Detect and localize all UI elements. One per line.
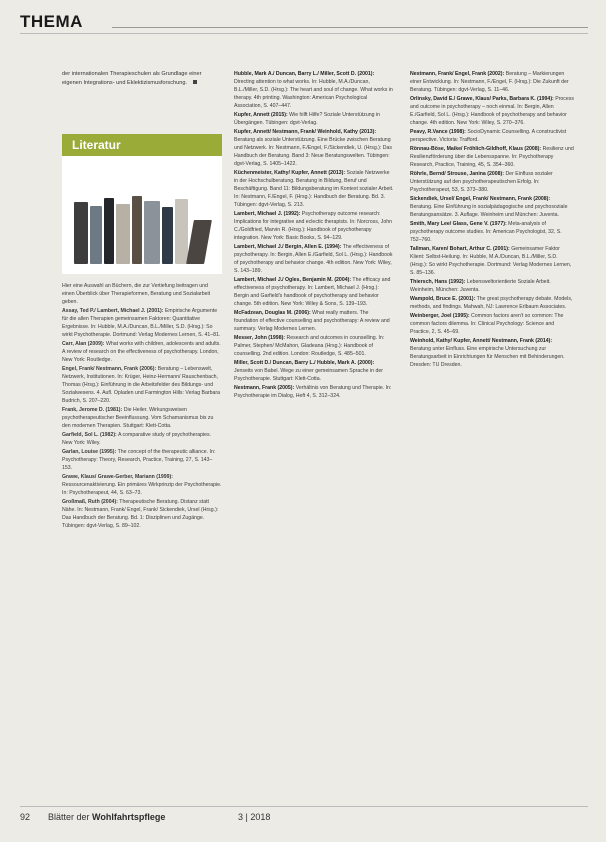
literature-title: Literatur (72, 138, 121, 152)
reference-author: Miller, Scott D./ Duncan, Barry L./ Hubble, Mark A. (2000): (234, 360, 375, 366)
reference-text: Lebensweltorientierte Soziale Arbeit. Weinheim, München: Juventa. (410, 279, 551, 293)
reference-item (62, 406, 222, 430)
reference-item (62, 473, 222, 497)
reference-text: Jenseits von Babel. Wege zu einer gemeinsamen Sprache in der Psychotherapie. Stuttgart: Klett-Cotta. (234, 368, 383, 382)
reference-text: Psychotherapy outcome research: Implications for integrative and eclectic therapists. In: Norcross, John C./Goldfried, Marvin R. (Hrsg.): Handbook of psychotherapy integration. New York: Basic Books, S. 94–129. (234, 211, 393, 241)
reference-item (410, 278, 574, 294)
reference-author: Großmaß, Ruth (2004): (62, 499, 118, 505)
header-divider (20, 33, 588, 34)
reference-item (62, 365, 222, 405)
reference-text: What really matters. The foundation of effective counselling and psychotherapy: A review and summary. Verlag Modernes Lernen. (234, 310, 390, 332)
reference-text: Die Heiler. Wirkungsweisen psychotherapeutischer Beeinflussung. Vom Schamanismus bis zu den modernen Therapien. Stuttgart: Klett-Cotta. (62, 407, 214, 429)
reference-item (410, 145, 574, 169)
reference-author: Küchenmeister, Kathy/ Kupfer, Annett (2013): (234, 170, 346, 176)
reference-item (410, 245, 574, 277)
reference-text: The effectiveness of psychotherapy. In: Bergin, Allen E./Garfield, Sol L. (Hrsg.): Handbook of psychotherapy and behavior change. 4th edition. New York: Wiley, S. 143–189. (234, 244, 393, 274)
reference-author: Sickendiek, Ursel/ Engel, Frank/ Nestmann, Frank (2008): (410, 196, 551, 202)
reference-author: Tallman, Karen/ Bohart, Arthur C. (2001): (410, 246, 510, 252)
reference-author: Nestmann, Frank/ Engel, Frank (2002): (410, 71, 505, 77)
reference-author: Kupfer, Annett (2015): (234, 112, 288, 118)
intro-paragraph (62, 70, 222, 87)
reference-author: Peavy, R.Vance (1998): (410, 129, 466, 135)
reference-author: Frank, Jerome D. (1981): (62, 407, 123, 413)
literature-band (62, 134, 222, 156)
issue-label: 3 | 2018 (238, 812, 271, 822)
book-image (132, 196, 142, 264)
page-number: 92 (20, 812, 31, 822)
reference-text: Beratung. Eine Einführung in sozialpädagogische und psychosoziale Beratungsansätze. 3. Auflage. Weinheim und München: Juventa. (410, 204, 568, 218)
reference-item (410, 312, 574, 336)
reference-author: Garfield, Sol L. (1982): (62, 432, 117, 438)
reference-item (410, 220, 574, 244)
reference-author: Lambert, Michael J. (1992): (234, 211, 301, 217)
reference-text: Beratung als soziale Unterstützung. Eine Brücke zwischen Beratung und Netzwerk. In: Nestmann, F./Engel, F./Sickendiek, U. (Hrsg.): Das Handbuch der Beratung. Band 3: Neue Beratungswelten. Tübingen: dgvt-Verlag, S. 1405–1422. (234, 137, 392, 167)
reference-author: Hubble, Mark A./ Duncan, Barry L./ Miller, Scott D. (2001): (234, 71, 375, 77)
literature-list-col2 (234, 70, 394, 800)
reference-text: Resilienz und Resilienzförderung über die Lebensspanne. In: Psychotherapy Research, Practice, Training, 45, S. 354–360. (410, 146, 574, 168)
reference-author: Rönnau-Böse, Maike/ Fröhlich-Gildhoff, Klaus (2008): (410, 146, 542, 152)
reference-text: Research and outcomes in counselling. In: Palmer, Stephen/ McMahon, Gladeana (Hrsg.): Handbook of counselling. 2nd edition. London: Routledge, S. 485–501. (234, 335, 385, 357)
reference-item (410, 170, 574, 194)
reference-text: Beratung unter Einfluss. Eine empirische Untersuchung zur Beratungsarbeit in Einrichtungen für Menschen mit Behinderungen. Dresden: TU Dresden. (410, 346, 565, 368)
book-image (74, 202, 88, 264)
reference-text: Meta-analysis of psychotherapy outcome studies. In: American Psychologist, 32, S. 752–760. (410, 221, 562, 243)
book-image (162, 207, 173, 264)
reference-item (410, 337, 574, 369)
book-image (116, 204, 130, 264)
footer-rule (20, 806, 588, 807)
reference-item (234, 309, 394, 333)
book-image (186, 220, 212, 264)
reference-item (62, 448, 222, 472)
reference-text: Verhältnis von Beratung und Therapie. In: Psychotherapie im Dialog, Heft 4, S. 312–324. (234, 385, 392, 399)
reference-item (62, 340, 222, 364)
book-image (175, 199, 188, 264)
literature-list-col1 (62, 282, 222, 531)
reference-item (62, 431, 222, 447)
book-image (144, 201, 160, 264)
magazine-name (48, 812, 165, 822)
books-image (70, 164, 214, 268)
reference-item (234, 243, 394, 275)
reference-item (234, 169, 394, 209)
section-title: THEMA (20, 12, 83, 31)
reference-text: Common factors aren't so common: The common factors dilemma. In: Clinical Psychology: Science and Practice, 2, S. 45–69. (410, 313, 564, 335)
reference-text: Ressourcenaktivierung. Ein primäres Wirkprinzip der Psychotherapie. In: Psychotherapeut, 44, S. 63–73. (62, 482, 222, 496)
reference-text: The efficacy and effectiveness of psychotherapy. In: Lambert, Michael J. (Hrsg.): Bergin and Garfield's handbook of psychotherapy and behavior change. 5th edition. New York: Wiley & Sons, S. 139–193. (234, 277, 391, 307)
reference-item (234, 276, 394, 308)
reference-author: Kupfer, Annett/ Nestmann, Frank/ Weinhold, Kathy (2013): (234, 129, 377, 135)
book-image (104, 198, 114, 264)
literature-list-col3 (410, 70, 574, 800)
reference-author: Messer, John (1998): (234, 335, 286, 341)
reference-author: Nestmann, Frank (2005): (234, 385, 295, 391)
reference-author: Thiersch, Hans (1992): (410, 279, 466, 285)
magazine-name-part1: Blätter der (48, 812, 93, 822)
reference-item (234, 70, 394, 110)
reference-item (234, 384, 394, 400)
reference-item (234, 111, 394, 127)
reference-author: Lambert, Michael J./ Ogles, Benjamin M. (2004): (234, 277, 352, 283)
reference-text: Directing attention to what works. In: Hubble, M.A./Duncan, B.L./Miller, S.D. (Hrsg.): The heart and soul of change. What works in therapy. 4th printing. Washington: American Psychological Association, S. 407–447. (234, 79, 393, 109)
reference-item (62, 498, 222, 530)
reference-text: Gemeinsamer Faktor Klient: Selbst-Heilung. In: Hubble, M.A./Duncan, B.L./Miller, S.D. (Hrsg.): So wirkt Psychotherapie. Dortmund: Verlag Modernes Lernen, S. 85–136. (410, 246, 572, 276)
reference-text: Wie hilft Hilfe? Soziale Unterstützung in Übergängen. Tübingen: dgvt-Verlag. (234, 112, 380, 126)
reference-item (234, 210, 394, 242)
reference-item (410, 95, 574, 127)
reference-text: Beratung – Markierungen einer Entwicklung. In: Nestmann, F./Engel, F. (Hrsg.): Die Zukunft der Beratung. Tübingen: dgvt-Verlag, S. 11–46. (410, 71, 569, 93)
reference-author: Grawe, Klaus/ Grawe-Gerber, Mariann (1999): (62, 474, 173, 480)
reference-text: The great psychotherapy debate. Models, methods, and findings. Mahwah, NJ: Lawrence Erlbaum Associates. (410, 296, 573, 310)
reference-author: Assay, Ted P./ Lambert, Michael J. (2001): (62, 308, 164, 314)
reference-author: Carr, Alan (2009): (62, 341, 105, 347)
literature-caption: Hier eine Auswahl an Büchern, die zur Vertiefung beitragen und einen Überblick über Therapieformen, Beratung und Sozialarbeit geben. (62, 283, 211, 305)
reference-text: Therapeutische Beratung. Distanz statt Nähe. In: Nestmann, Frank/ Engel, Frank/ Sickendiek, Ursel (Hrsg.): Das Handbuch der Beratung. Bd. 1: Disziplinen und Zugänge. Tübingen: dgvt-Verlag, S. 89–102. (62, 499, 219, 529)
reference-author: Engel, Frank/ Nestmann, Frank (2006): (62, 366, 157, 372)
reference-item (234, 334, 394, 358)
magazine-name-part2: Wohlfahrtspflege (92, 812, 166, 822)
literature-box (62, 134, 222, 274)
end-mark (193, 80, 197, 84)
reference-author: Weinberger, Joel (1995): (410, 313, 470, 319)
intro-text: der internationalen Therapieschulen als Grundlage einer eigenen Integrations- und Eklektizismusforschung. (62, 71, 202, 86)
reference-author: Orlinsky, David E./ Grawe, Klaus/ Parks, Barbara K. (1994): (410, 96, 554, 102)
reference-author: Smith, Mary Lee/ Glass, Gene V. (1977): (410, 221, 507, 227)
reference-text: What works with children, adolescents and adults. A review of research on the effectiveness of psychotherapy. London, New York: Routledge. (62, 341, 221, 363)
reference-item (410, 70, 574, 94)
reference-text: A comparative study of psychotherapies. New York: Wiley. (62, 432, 212, 446)
reference-author: McFadzean, Douglas M. (2006): (234, 310, 311, 316)
reference-text: Process and outcome in psychotherapy – noch einmal. In: Bergin, Allen E./Garfield, Sol L. (Hrsg.): Handbook of psychotherapy and behavior change. 4th edition. New York: Wiley, S. 270–376. (410, 96, 574, 126)
book-image (90, 206, 102, 264)
reference-author: Wampold, Bruce E. (2001): (410, 296, 476, 302)
reference-text: SocioDynamic Counselling. A constructivist perspective. Victoria: Trafford. (410, 129, 567, 143)
reference-item (234, 128, 394, 168)
reference-author: Röhrle, Bernd/ Strouse, Janina (2008): (410, 171, 504, 177)
reference-author: Weinhold, Kathy/ Kupfer, Annett/ Nestmann, Frank (2014): (410, 338, 553, 344)
header-rule (112, 27, 588, 28)
reference-item (410, 128, 574, 144)
reference-item (62, 307, 222, 339)
reference-author: Garlan, Louise (1995): (62, 449, 117, 455)
reference-text: Beratung – Lebenswelt, Netzwerk, Institutionen. In: Krüger, Heinz-Hermann/ Rauschenbach, Thomas (Hrsg.): Einführung in die Arbeitsfelder des Bildungs- und Sozialwesens. 4. Aufl. Opladen und Farmington Hills: Verlag Barbara Budrich, S. 207–220. (62, 366, 221, 404)
reference-text: Der Einfluss sozialer Unterstützung auf den psychotherapeutischen Erfolg. In: Psychotherapeut, 53, S. 373–380. (410, 171, 553, 193)
reference-item (234, 359, 394, 383)
reference-item (410, 195, 574, 219)
reference-text: Soziale Netzwerke in der Hochschulberatung. Beratung in Bildung, Beruf und Beschäftigung. Band 11: Bildungsberatung im Kontext sozialer Arbeit. In: Nestmann, F./Engel, F. (Hrsg.): Handbuch der Beratung. Bd. 3. Tübingen: dgvt-Verlag, S. 213. (234, 170, 394, 208)
reference-text: The concept of the therapeutic alliance. In: Psychotherapy: Theory, Research, Practice, Training, 27, S. 143–153. (62, 449, 216, 471)
reference-item (410, 295, 574, 311)
reference-text: Empirische Argumente für die allen Therapien gemeinsamen Faktoren: Quantitative Ergebnisse. In: Hubble, M.A./Duncan, B.L./Miller, S.D. (Hrsg.): So wirkt Psychotherapie. Dortmund: Verlag Modernes Lernen, S. 41–81. (62, 308, 221, 338)
reference-author: Lambert, Michael J./ Bergin, Allen E. (1994): (234, 244, 342, 250)
